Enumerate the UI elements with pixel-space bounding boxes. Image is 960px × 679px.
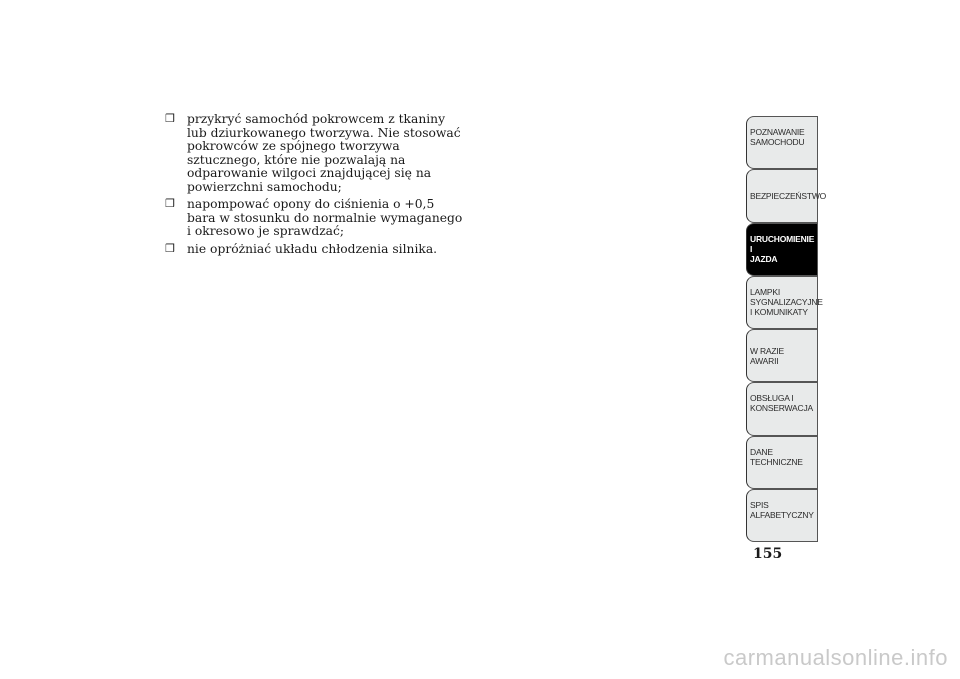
tab-lampki-sygnalizacyjne[interactable]: LAMPKI SYGNALIZACYJNE I KOMUNIKATY: [746, 276, 818, 329]
page-number: 155: [753, 546, 783, 562]
checkbox-bullet-icon: ❒: [165, 112, 175, 125]
tab-poznawanie-samochodu[interactable]: POZNAWANIE SAMOCHODU: [746, 116, 818, 169]
section-tabs: [746, 116, 827, 542]
list-item: [165, 113, 465, 194]
checkbox-bullet-icon: ❒: [165, 241, 175, 255]
tab-bezpieczenstwo[interactable]: BEZPIECZEŃSTWO: [746, 169, 818, 222]
list-item: [165, 243, 465, 257]
body-text: [165, 113, 465, 260]
checkbox-bullet-icon: ❒: [165, 197, 175, 210]
list-item: [165, 198, 465, 239]
tab-dane-techniczne[interactable]: DANE TECHNICZNE: [746, 436, 818, 489]
watermark: carmanualsonline.info: [723, 645, 948, 670]
list-item-text: przykryć samochód pokrowcem z tkaniny lub dziurkowanego tworzywa. Nie stosować pokrowców ze spójnego tworzywa sztucznego, które nie pozwalają na odparowanie wilgoci znajdującej się na powierzchni samochodu;: [187, 112, 461, 194]
tab-obsluga-i-konserwacja[interactable]: OBSŁUGA I KONSERWACJA: [746, 382, 818, 435]
list-item-text: napompować opony do ciśnienia o +0,5 bara w stosunku do normalnie wymaganego i okresowo je sprawdzać;: [187, 197, 463, 238]
list-item-text: nie opróżniać układu chłodzenia silnika.: [187, 241, 438, 256]
tab-spis-alfabetyczny[interactable]: SPIS ALFABETYCZNY: [746, 489, 818, 542]
tab-uruchomienie-i-jazda[interactable]: URUCHOMIENIE I JAZDA: [746, 223, 818, 276]
tab-w-razie-awarii[interactable]: W RAZIE AWARII: [746, 329, 818, 382]
